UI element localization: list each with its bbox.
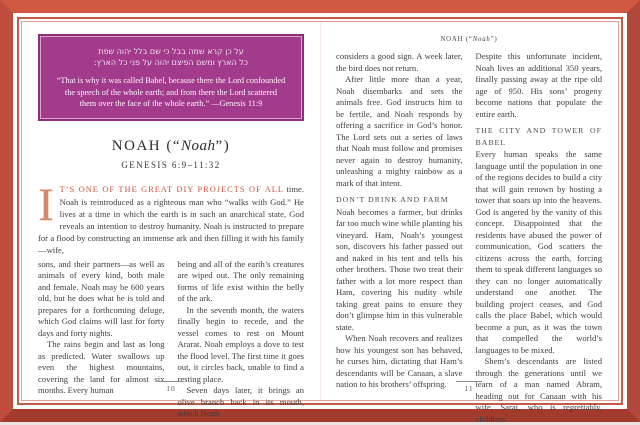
paragraph: sons, and their partners—as well as animals of every kind, both male and female. Noah may be 600 years old, but he does what he is told and prepares for a forthcoming deluge, which God claims will last for forty days and forty nights. [38,258,165,338]
paragraph: The rains begin and last as long as predicted. Water swallows up even the highest mountains, covering the land for almost six months. Every human [38,339,165,395]
left-page-columns [38,259,304,420]
section-subhead: THE CITY AND TOWER OF BABEL [475,126,602,147]
verse-quote-box [38,34,304,121]
left-page [22,22,320,418]
folio-number: 10 [166,384,176,393]
running-header-name: NOAH [440,36,464,43]
inner-frame-inner-rule [21,21,619,424]
folio-rule [456,381,482,382]
paragraph: After little more than a year, Noah disembarks and sets the animals free. God instructs him to be fertile, and Noah responds by offering a sacrifice in God’s honor. The Lord sets out a series of laws that Noah must follow and promises never again to destroy humanity, unleashing a mighty rainbow as a mark of that intent. [336,74,463,188]
right-column [178,259,305,420]
running-header [336,36,602,43]
paragraph: Seven days later, it brings an olive branch back in its mouth, which Noah [177,385,304,418]
intro-paragraph [38,178,304,256]
paragraph: Every human speaks the same language until the population in one of the regions decides to build a city that will gain renown by hosting a tower that soars up into the heavens. God is angered by the vanity of this concept. Disappointed that the residents have abused the power of communication, God scatters the citizens across the earth, forcing them to speak different languages so they can no longer automatically understand one another. The building project ceases, and God calls the place Babel, which would become a pun, as it was the town that compelled the world’s languages to be mixed. [475,149,602,355]
paren-open: (“ [166,137,182,154]
paren-open: (“ [465,36,473,43]
dropcap: I [38,178,54,231]
chapter-title [38,138,304,155]
left-column [38,259,165,420]
right-page [320,22,618,424]
paragraph: In the seventh month, the waters finally begin to recede, and the vessel comes to rest on Mount Ararat. Noah employs a dove to test the flood level. The first time it goes out, it circles back, unable to find a resting place. [177,304,304,384]
folio-number: 11 [464,384,474,393]
paragraph: being and all of the earth’s creatures are wiped out. The only remaining forms of life exist within the belly of the ark. [177,258,304,303]
left-column [336,51,463,425]
lead-in-text: T’S ONE OF THE GREAT DIY PROJECTS OF ALL [59,184,285,194]
chapter-title-name: NOAH [111,137,162,154]
intro-text: time. Noah is reintroduced as a righteous man who “walks with God.” He lives at a time in which the earth is in such an anarchical state, God reveals an intention to destroy humanity. Noah is instructed to prepare for a flood by constructing an immense ark and then filling it with his family—wife, [38,183,304,255]
running-header-word: Noah [472,36,491,43]
paragraph: considers a good sign. A week later, the bird does not return. [336,51,463,73]
inner-frame-outer-rule [17,17,623,424]
hebrew-verse-line-2: כל הארץ ומשם הפיצם יהוה על פני כל הארץ: [93,58,249,67]
paren-close: ”) [490,36,498,43]
hebrew-verse-line-1: על כן קרא שמה בבל כי שם בלל יהוה שפת [98,47,244,56]
chapter-title-word: Noah [181,137,216,154]
folio-rule [158,381,184,382]
paren-close: ”) [215,137,231,154]
chapter-title-paren [166,138,230,154]
paragraph: When Noah recovers and realizes how his youngest son has behaved, he curses him, dictating that Ham’s descendants will be Canaan, a slave nation to his brothers’ offspring. [336,333,463,389]
section-subhead: DON’T DRINK AND FARM [336,195,449,204]
right-column [476,51,603,425]
chapter-heading [38,138,304,170]
chapter-subtitle: GENESIS 6:9–11:32 [121,159,221,170]
verse-quote-english: “That is why it was called Babel, because there the Lord confounded the speech of the whole earth; and from there the Lord scattered them over the face of the whole earth.” —Genesis 11:9 [56,76,286,108]
running-header-paren [466,36,498,43]
paragraph: Despite this unfortunate incident, Noah lives an additional 350 years, finally passing away at the ripe old age of 950. His sons’ progeny become nations that populate the entire earth. [475,51,602,119]
paragraph: Noah becomes a farmer, but drinks far too much wine while planting his vineyard. Ham, Noah’s youngest son, discovers his father passed out and naked in his tent and tells his other brothers. Those two treat their father with a lot more respect than Ham, covering his nudity while taking great pains to ensure they don’t glimpse him in this vulnerable state. [336,206,463,332]
page-number-right [456,381,482,393]
paragraph: Shem’s descendants are listed through the generations until we learn of a man named Abram, heading out for Canaan with his wife, Sarai, who is regrettably, childless. [475,356,602,424]
page-spread [22,22,618,424]
page-number-left [158,381,184,393]
right-page-columns [336,51,602,425]
